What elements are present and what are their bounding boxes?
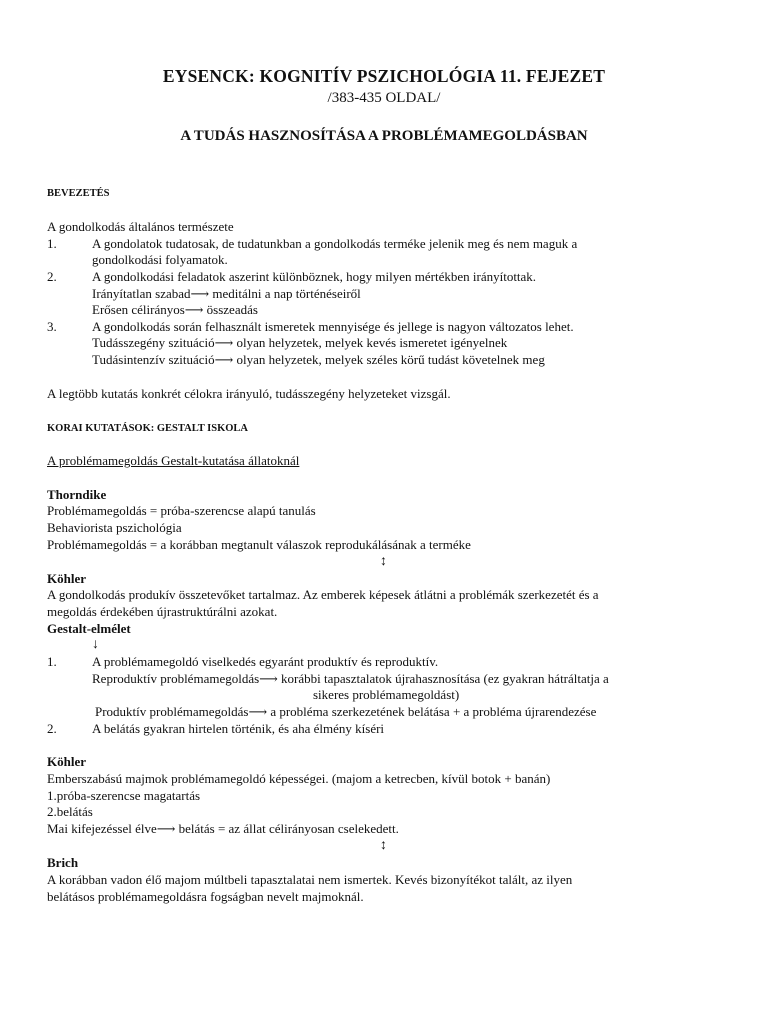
list-number: 1. bbox=[47, 654, 57, 669]
paragraph-line: 2.belátás bbox=[47, 804, 93, 819]
list-item-text: A gondolatok tudatosak, de tudatunkban a gondolkodás terméke jelenik meg és nem maguk a bbox=[92, 236, 578, 251]
list-item-text: A gondolkodási feladatok aszerint különböznek, hogy milyen mértékben irányítottak. bbox=[92, 269, 537, 284]
section-heading-intro: BEVEZETÉS bbox=[47, 188, 110, 199]
intro-topic: A gondolkodás általános természete bbox=[47, 219, 234, 234]
section-heading-early: KORAI KUTATÁSOK: GESTALT ISKOLA bbox=[47, 423, 249, 434]
list-number: 1. bbox=[47, 236, 57, 251]
heading-brich: Brich bbox=[47, 855, 79, 870]
list-item-text: Tudásszegény szituáció⟶ olyan helyzetek, melyek kevés ismeretet igényelnek bbox=[92, 335, 508, 350]
list-item-text: Erősen célirányos⟶ összeadás bbox=[92, 302, 258, 317]
heading-thorndike: Thorndike bbox=[47, 487, 107, 502]
underlined-subheading: A problémamegoldás Gestalt-kutatása állatoknál bbox=[47, 453, 300, 468]
document-subtitle: A TUDÁS HASZNOSÍTÁSA A PROBLÉMAMEGOLDÁSBAN bbox=[180, 128, 588, 144]
list-item-text: sikeres problémamegoldást) bbox=[313, 687, 460, 702]
paragraph-line: Behaviorista pszichológia bbox=[47, 520, 182, 535]
heading-gestalt: Gestalt-elmélet bbox=[47, 621, 131, 636]
list-number: 3. bbox=[47, 319, 57, 334]
paragraph-line: A korábban vadon élő majom múltbeli tapasztalatai nem ismertek. Kevés bizonyítékot talált, az ilyen bbox=[47, 872, 573, 887]
list-item-text: Reproduktív problémamegoldás⟶ korábbi tapasztalatok újrahasznosítása (ez gyakran hátráltatja a bbox=[92, 671, 609, 686]
list-number: 2. bbox=[47, 721, 57, 736]
paragraph-line: Mai kifejezéssel élve⟶ belátás = az állat célirányosan cselekedett. bbox=[47, 821, 399, 836]
down-arrow-icon: ↓ bbox=[92, 637, 99, 652]
list-number: 2. bbox=[47, 269, 57, 284]
paragraph-line: Problémamegoldás = próba-szerencse alapú tanulás bbox=[47, 503, 316, 518]
heading-kohler: Köhler bbox=[47, 571, 86, 586]
heading-kohler-2: Köhler bbox=[47, 754, 86, 769]
list-item-text: A problémamegoldó viselkedés egyaránt produktív és reproduktív. bbox=[92, 654, 439, 669]
paragraph-line: Emberszabású majmok problémamegoldó képességei. (majom a ketrecben, kívül botok + banán) bbox=[47, 771, 551, 786]
document-title: EYSENCK: KOGNITÍV PSZICHOLÓGIA 11. FEJEZET bbox=[162, 66, 606, 86]
paragraph-line: Problémamegoldás = a korábban megtanult válaszok reprodukálásának a terméke bbox=[47, 537, 471, 552]
list-item-text: Tudásintenzív szituáció⟶ olyan helyzetek, melyek széles körű tudást követelnek meg bbox=[92, 352, 545, 367]
updown-arrow-icon: ↕ bbox=[380, 554, 387, 569]
updown-arrow-icon: ↕ bbox=[380, 838, 387, 853]
paragraph-line: megoldás érdekében újrastruktúrálni azokat. bbox=[47, 604, 278, 619]
intro-summary: A legtöbb kutatás konkrét célokra irányuló, tudásszegény helyzeteket vizsgál. bbox=[47, 386, 451, 401]
list-item-text: Irányítatlan szabad⟶ meditálni a nap történéseiről bbox=[92, 286, 361, 301]
page-range: /383-435 OLDAL/ bbox=[327, 90, 441, 106]
list-item-text: A gondolkodás során felhasznált ismeretek mennyisége és jellege is nagyon változatos lehet. bbox=[92, 319, 574, 334]
paragraph-line: 1.próba-szerencse magatartás bbox=[47, 788, 201, 803]
list-item-text: A belátás gyakran hirtelen történik, és aha élmény kíséri bbox=[92, 721, 385, 736]
list-item-text: Produktív problémamegoldás⟶ a probléma szerkezetének belátása + a probléma újrarendezése bbox=[95, 704, 597, 719]
paragraph-line: A gondolkodás produkív összetevőket tartalmaz. Az emberek képesek átlátni a problémák szerkezetét és a bbox=[47, 587, 599, 602]
list-item-text: gondolkodási folyamatok. bbox=[92, 252, 228, 267]
paragraph-line: belátásos problémamegoldásra fogságban nevelt majmoknál. bbox=[47, 889, 364, 904]
